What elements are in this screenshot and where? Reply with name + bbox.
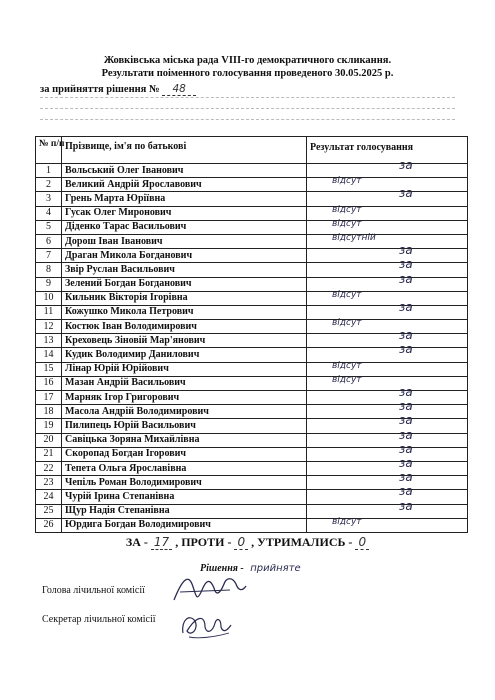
yes-mark: за xyxy=(399,257,413,272)
secretary-signature xyxy=(175,607,235,643)
absent-mark: відсут xyxy=(332,176,362,187)
vote-result xyxy=(307,220,468,234)
decision-result-label: Рішення - xyxy=(200,563,244,574)
yes-mark: за xyxy=(399,498,413,513)
deputy-name: Щур Надія Степанівна xyxy=(62,504,307,518)
vote-result xyxy=(307,186,468,206)
row-number: 2 xyxy=(36,178,62,192)
blank-line xyxy=(40,119,455,120)
deputy-name: Діденко Тарас Васильович xyxy=(62,220,307,234)
yes-mark: за xyxy=(399,243,413,258)
deputy-name: Зелений Богдан Богданович xyxy=(62,277,307,291)
row-number: 13 xyxy=(36,334,62,348)
totals-utr-value: 0 xyxy=(355,535,369,550)
absent-mark: відсут xyxy=(332,289,362,300)
vote-result xyxy=(307,413,468,433)
table-row xyxy=(36,192,468,206)
vote-result xyxy=(307,376,468,390)
yes-mark: за xyxy=(399,299,413,314)
deputy-name: Мазан Андрій Васильович xyxy=(62,376,307,390)
deputy-name: Вольський Олег Іванович xyxy=(62,164,307,178)
deputy-name: Грень Марта Юріївна xyxy=(62,192,307,206)
vote-result xyxy=(307,518,468,532)
totals-proty-label: , ПРОТИ - xyxy=(175,535,232,549)
chair-signature xyxy=(170,570,250,608)
row-number: 7 xyxy=(36,249,62,263)
deputy-name: Драган Микола Богданович xyxy=(62,249,307,263)
deputy-name: Тепета Ольга Ярославівна xyxy=(62,461,307,475)
row-number: 16 xyxy=(36,376,62,390)
vote-result xyxy=(307,271,468,291)
secretary-label: Секретар лічильної комісії xyxy=(42,614,156,625)
deputy-name: Юрдига Богдан Володимирович xyxy=(62,518,307,532)
table-row xyxy=(36,504,468,518)
table-row xyxy=(36,277,468,291)
row-number: 15 xyxy=(36,362,62,376)
yes-mark: за xyxy=(399,455,413,470)
table-row xyxy=(36,518,468,532)
deputy-name: Кожушко Микола Петрович xyxy=(62,305,307,319)
yes-mark: за xyxy=(399,441,413,456)
row-number: 6 xyxy=(36,234,62,248)
row-number: 5 xyxy=(36,220,62,234)
totals-za-value: 17 xyxy=(151,535,172,550)
table-row xyxy=(36,206,468,220)
deputy-name: Звір Руслан Васильович xyxy=(62,263,307,277)
vote-result xyxy=(307,234,468,248)
yes-mark: за xyxy=(399,271,413,286)
deputy-name: Костюк Іван Володимирович xyxy=(62,320,307,334)
row-number: 23 xyxy=(36,476,62,490)
yes-mark: за xyxy=(399,328,413,343)
deputy-name: Креховець Зіновій Мар'янович xyxy=(62,334,307,348)
deputy-name: Лінар Юрій Юрійович xyxy=(62,362,307,376)
column-header-result: Результат голосування xyxy=(307,137,468,164)
blank-line xyxy=(40,97,455,98)
vote-result xyxy=(307,385,468,405)
vote-result xyxy=(307,291,468,305)
yes-mark: за xyxy=(399,186,413,201)
vote-result xyxy=(307,342,468,362)
decision-result-value: прийняте xyxy=(250,563,301,574)
totals-za-label: ЗА - xyxy=(125,535,148,549)
row-number: 24 xyxy=(36,490,62,504)
yes-mark: за xyxy=(399,484,413,499)
deputy-name: Чурій Ірина Степанівна xyxy=(62,490,307,504)
yes-mark: за xyxy=(399,385,413,399)
absent-mark: відсут xyxy=(332,374,362,385)
yes-mark: за xyxy=(399,413,413,428)
vote-result xyxy=(307,441,468,461)
voting-table-body xyxy=(36,158,468,533)
decision-label: за прийняття рішення № xyxy=(40,84,160,95)
vote-result xyxy=(307,399,468,419)
row-number: 3 xyxy=(36,192,62,206)
table-row xyxy=(36,220,468,234)
vote-result xyxy=(307,158,468,178)
vote-result xyxy=(307,243,468,263)
blank-line xyxy=(40,108,455,109)
absent-mark: відсут xyxy=(332,516,362,527)
row-number: 4 xyxy=(36,206,62,220)
table-row xyxy=(36,305,468,319)
vote-result xyxy=(307,498,468,518)
row-number: 9 xyxy=(36,277,62,291)
absent-mark: відсутній xyxy=(332,232,376,243)
voting-table xyxy=(35,136,468,533)
vote-result xyxy=(307,362,468,376)
vote-result xyxy=(307,328,468,348)
vote-result xyxy=(307,206,468,220)
row-number: 19 xyxy=(36,419,62,433)
deputy-name: Гусак Олег Миронович xyxy=(62,206,307,220)
deputy-name: Кильник Вікторія Ігорівна xyxy=(62,291,307,305)
yes-mark: за xyxy=(399,427,413,442)
row-number: 14 xyxy=(36,348,62,362)
column-header-name: Прізвище, ім'я по батькові xyxy=(62,137,307,164)
row-number: 8 xyxy=(36,263,62,277)
vote-totals xyxy=(0,535,495,550)
deputy-name: Пилипець Юрій Васильович xyxy=(62,419,307,433)
yes-mark: за xyxy=(399,158,413,172)
deputy-name: Масола Андрій Володимирович xyxy=(62,405,307,419)
row-number: 11 xyxy=(36,305,62,319)
deputy-name: Великий Андрій Ярославович xyxy=(62,178,307,192)
table-row xyxy=(36,164,468,178)
decision-number-line xyxy=(40,83,196,96)
vote-result xyxy=(307,484,468,504)
row-number: 1 xyxy=(36,164,62,178)
row-number: 18 xyxy=(36,405,62,419)
deputy-name: Чепіль Роман Володимирович xyxy=(62,476,307,490)
absent-mark: відсут xyxy=(332,218,362,229)
deputy-name: Кудик Володимир Данилович xyxy=(62,348,307,362)
row-number: 12 xyxy=(36,320,62,334)
row-number: 17 xyxy=(36,391,62,405)
row-number: 10 xyxy=(36,291,62,305)
table-row xyxy=(36,362,468,376)
table-row xyxy=(36,348,468,362)
vote-result xyxy=(307,178,468,192)
row-number: 20 xyxy=(36,433,62,447)
absent-mark: відсут xyxy=(332,360,362,371)
row-number: 26 xyxy=(36,518,62,532)
totals-utr-label: , УТРИМАЛИСЬ - xyxy=(251,535,353,549)
totals-proty-value: 0 xyxy=(234,535,248,550)
deputy-name: Скоропад Богдан Ігорович xyxy=(62,447,307,461)
vote-result xyxy=(307,257,468,277)
absent-mark: відсут xyxy=(332,204,362,215)
deputy-name: Дорош Іван Іванович xyxy=(62,234,307,248)
yes-mark: за xyxy=(399,342,413,357)
vote-result xyxy=(307,299,468,319)
vote-result xyxy=(307,470,468,490)
row-number: 22 xyxy=(36,461,62,475)
absent-mark: відсут xyxy=(332,318,362,329)
column-header-number: № п/п xyxy=(36,137,62,164)
council-title: Жовківська міська рада VIII-го демократичного скликання. xyxy=(103,55,392,66)
yes-mark: за xyxy=(399,399,413,414)
chair-label: Голова лічильної комісії xyxy=(42,585,145,596)
vote-result xyxy=(307,427,468,447)
row-number: 25 xyxy=(36,504,62,518)
deputy-name: Марняк Ігор Григорович xyxy=(62,391,307,405)
vote-results-title: Результати поіменного голосування проведеного 30.05.2025 р. xyxy=(101,68,394,79)
decision-number: 48 xyxy=(162,83,196,96)
vote-result xyxy=(307,455,468,475)
deputy-name: Савіцька Зоряна Михайлівна xyxy=(62,433,307,447)
vote-result xyxy=(307,320,468,334)
yes-mark: за xyxy=(399,470,413,485)
row-number: 21 xyxy=(36,447,62,461)
